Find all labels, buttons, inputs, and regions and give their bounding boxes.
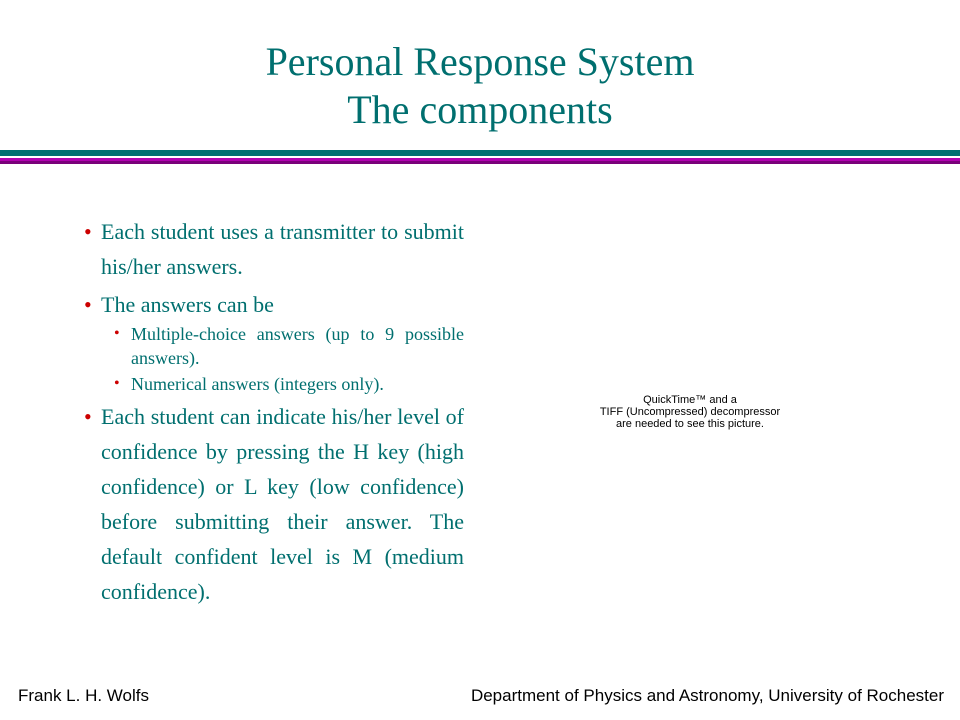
sub-bullet-dot-icon: •	[114, 325, 120, 342]
slide-title-line-2: The components	[347, 87, 613, 132]
bullet-text: The answers can be	[101, 292, 274, 317]
bullet-item	[84, 214, 464, 284]
bullet-item	[84, 399, 464, 609]
title-divider-purple	[0, 161, 960, 164]
footer-department: Department of Physics and Astronomy, University of Rochester	[470, 686, 944, 705]
bullet-dot-icon: •	[84, 404, 92, 429]
sub-bullet-dot-icon: •	[114, 375, 120, 392]
image-placeholder	[560, 394, 820, 430]
slide-title	[0, 38, 960, 134]
sub-bullet-text: Numerical answers (integers only).	[131, 374, 384, 394]
sub-bullet-item	[84, 372, 464, 396]
image-placeholder-line-1: QuickTime™ and a	[643, 394, 737, 406]
bullet-text: Each student can indicate his/her level of confidence by pressing the H key (high confidence) or L key (low confidence) before submitting their answer. The default confident level is M (medium confidence).	[101, 404, 464, 604]
image-placeholder-line-2: TIFF (Uncompressed) decompressor	[599, 406, 781, 418]
bullet-dot-icon: •	[84, 219, 92, 244]
slide-title-line-1: Personal Response System	[265, 39, 695, 84]
bullet-dot-icon: •	[84, 292, 92, 317]
sub-bullet-text: Multiple-choice answers (up to 9 possible answers).	[131, 324, 464, 368]
footer-author: Frank L. H. Wolfs	[18, 686, 149, 705]
bullet-list	[84, 214, 464, 609]
sub-bullet-item	[84, 322, 464, 370]
bullet-item	[84, 287, 464, 322]
image-placeholder-line-3: are needed to see this picture.	[616, 418, 764, 430]
bullet-text: Each student uses a transmitter to submit his/her answers.	[101, 219, 464, 279]
